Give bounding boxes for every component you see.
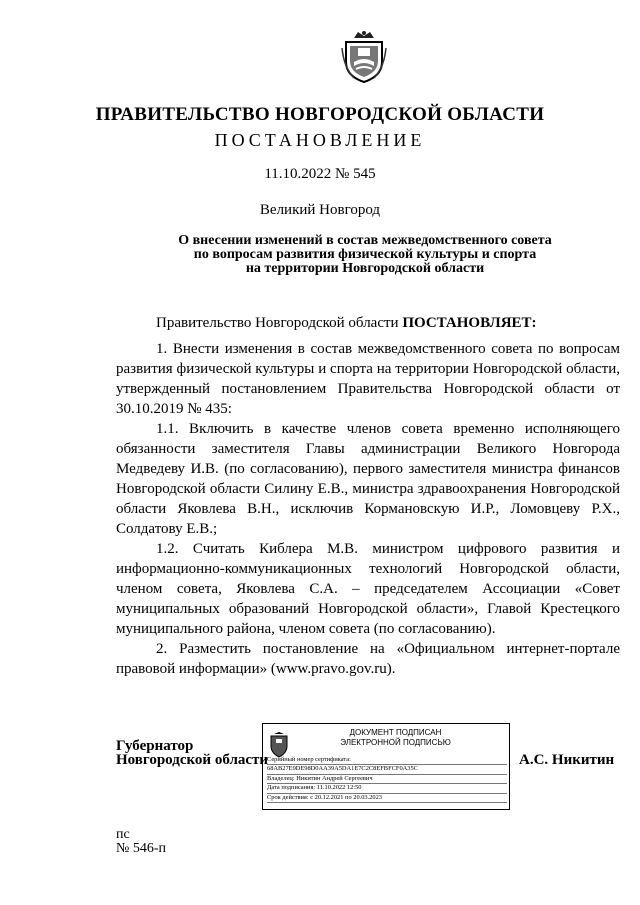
document-date-number: 11.10.2022 № 545 xyxy=(264,166,376,182)
title-line: О внесении изменений в состав межведомственного совета xyxy=(178,233,552,248)
paragraph-1: 1. Внести изменения в состав межведомственного совета по вопросам развития физической культуры и спорта на территории Новгородской области, утвержденный постановлением Правительства Новгородской области от 30.10.2019 № 435: xyxy=(116,341,620,417)
paragraph-2: 2. Разместить постановление на «Официальном интернет-портале правовой информации» (www.pravo.gov.ru). xyxy=(116,641,620,677)
signatory-position-line: Новгородской области xyxy=(116,752,269,768)
document-title xyxy=(150,234,580,276)
stamp-heading xyxy=(293,728,498,748)
stamp-detail-line: 68AB27E9DE98D0AA39A5DA1E7C2C8EFBFCF0A35C xyxy=(267,765,507,774)
intro-text: Правительство Новгородской области xyxy=(156,315,403,331)
stamp-heading-line: ЭЛЕКТРОННОЙ ПОДПИСЬЮ xyxy=(340,738,451,747)
coat-of-arms-icon xyxy=(340,28,388,84)
document-body xyxy=(116,313,620,679)
footer-number: № 546-п xyxy=(116,841,167,856)
signatory-position-line: Губернатор xyxy=(116,738,194,754)
electronic-signature-stamp xyxy=(262,723,510,810)
document-footer xyxy=(116,828,166,856)
paragraph-1-2: 1.2. Считать Киблера М.В. министром цифрового развития и информационно-коммуникационных технологий Новгородской области, членом совета, Яковлева С.А. – председателем Ассоциации «Совет муниципальных образований Новгородской области», Главой Крестецкого муниципального района, членом совета (по согласованию). xyxy=(116,541,620,637)
signatory-name: А.С. Никитин xyxy=(519,752,615,768)
title-line: на территории Новгородской области xyxy=(245,261,485,276)
document-type: ПОСТАНОВЛЕНИЕ xyxy=(214,130,426,150)
stamp-emblem-icon xyxy=(268,732,290,758)
stamp-detail-line: Срок действия: с 20.12.2021 по 20.03.2023 xyxy=(267,794,507,803)
paragraph-1-1: 1.1. Включить в качестве членов совета временно исполняющего обязанности заместителя Главы администрации Великого Новгорода Медведеву И.В. (по согласованию), первого заместителя министра финансов Новгородской области Силину Е.В., министра здравоохранения Новгородской области Яковлева В.Н., исключив Кормановскую И.Р., Ломовцеву Р.Х., Солдатову Е.В.; xyxy=(116,421,620,537)
stamp-details xyxy=(267,756,507,803)
title-line: по вопросам развития физической культуры и спорта xyxy=(193,247,537,262)
intro-paragraph xyxy=(116,313,620,333)
stamp-detail-line: Дата подписания: 11.10.2022 12:50 xyxy=(267,784,507,793)
footer-initials: пс xyxy=(116,827,130,842)
organization-name: ПРАВИТЕЛЬСТВО НОВГОРОДСКОЙ ОБЛАСТИ xyxy=(95,104,545,125)
signatory-position xyxy=(116,739,268,767)
stamp-detail-line: Серийный номер сертификата: xyxy=(267,756,507,765)
intro-decree-word: ПОСТАНОВЛЯЕТ: xyxy=(402,315,537,331)
document-place: Великий Новгород xyxy=(259,202,381,218)
stamp-heading-line: ДОКУМЕНТ ПОДПИСАН xyxy=(349,728,442,737)
stamp-detail-line: Владелец: Никитин Андрей Сергеевич xyxy=(267,775,507,784)
